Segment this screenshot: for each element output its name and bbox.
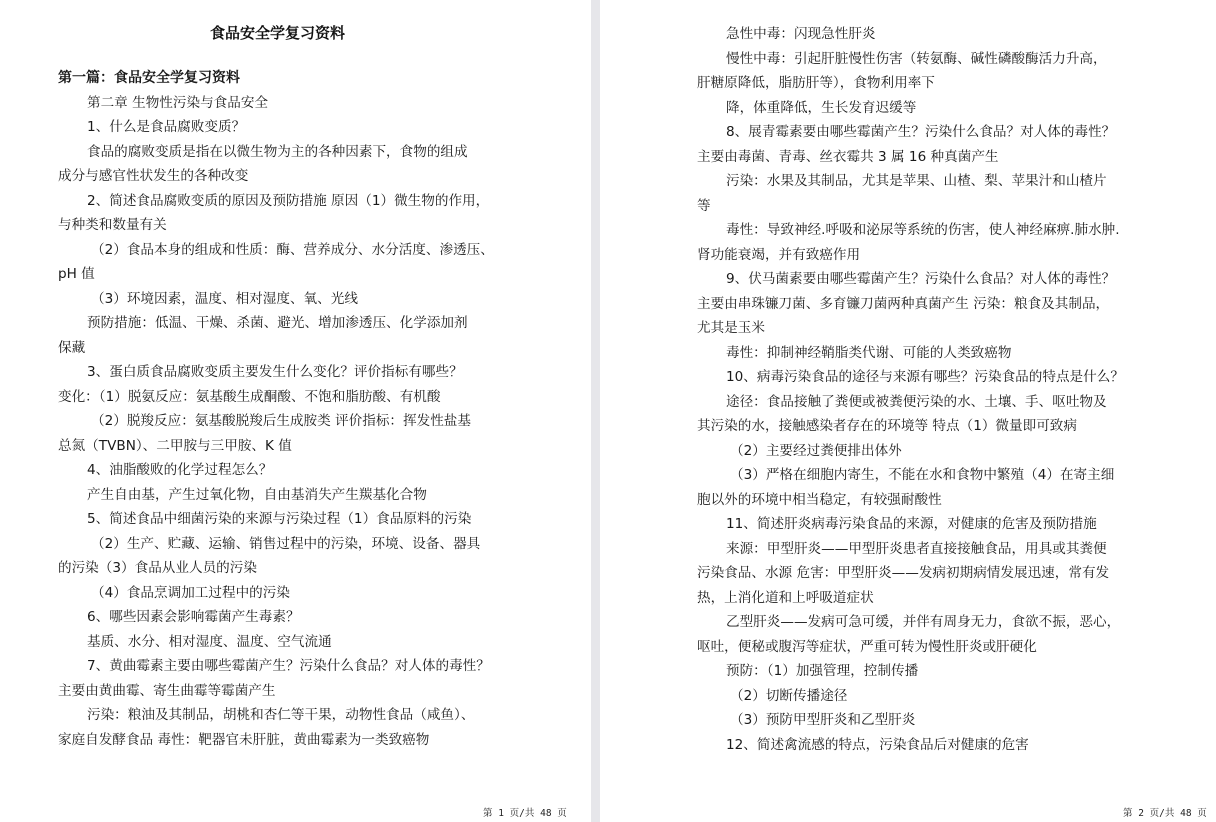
text-line: 保藏 xyxy=(58,339,86,356)
text-line: 尤其是玉米 xyxy=(697,320,765,336)
text-line: 家庭自发酵食品 毒性：靶器官未肝脏，黄曲霉素为一类致癌物 xyxy=(58,731,430,748)
text-line: （3）预防甲型肝炎和乙型肝炎 xyxy=(730,712,916,728)
text-line: 途径：食品接触了粪便或被粪便污染的水、土壤、手、呕吐物及 xyxy=(726,393,1107,410)
text-line: 毒性：导致神经.呼吸和泌尿等系统的伤害，使人神经麻痹.肺水肿. xyxy=(726,222,1120,238)
document-page-2 xyxy=(600,0,1216,822)
text-line: （2）主要经过粪便排出体外 xyxy=(730,442,902,459)
page-1-text xyxy=(58,66,578,752)
text-line: 主要由串珠镰刀菌、多育镰刀菌两种真菌产生 污染：粮食及其制品， xyxy=(697,295,1110,312)
text-line: 食品的腐败变质是指在以微生物为主的各种因素下，食物的组成 xyxy=(87,143,468,160)
document-title: 食品安全学复习资料 xyxy=(209,24,345,42)
text-line: 6、哪些因素会影响霉菌产生毒素？ xyxy=(87,609,300,625)
text-line: 8、展青霉素要由哪些霉菌产生？污染什么食品？对人体的毒性？ xyxy=(726,124,1116,140)
text-line: 慢性中毒：引起肝脏慢性伤害（转氨酶、碱性磷酸酶活力升高， xyxy=(726,50,1107,67)
page-number-footer: 第 1 页/共 48 页 xyxy=(483,808,567,819)
text-line: 肝糖原降低，脂肪肝等），食物利用率下 xyxy=(697,75,935,91)
text-line: （2）食品本身的组成和性质：酶、营养成分、水分活度、渗透压、 xyxy=(91,241,494,258)
text-line: 预防措施：低温、干燥、杀菌、避光、增加渗透压、化学添加剂 xyxy=(87,315,468,331)
text-line: （3）环境因素，温度、相对湿度、氧、光线 xyxy=(91,290,358,307)
text-line: 5、简述食品中细菌污染的来源与污染过程（1）食品原料的污染 xyxy=(87,511,472,527)
text-line: 毒性：抑制神经鞘脂类代谢、可能的人类致癌物 xyxy=(726,344,1012,361)
text-line: 总氮（TVBN）、二甲胺与三甲胺、K 值 xyxy=(58,437,292,454)
text-line: 成分与感官性状发生的各种改变 xyxy=(58,168,249,184)
text-line: （2）脱羧反应：氨基酸脱羧后生成胺类 评价指标：挥发性盐基 xyxy=(91,413,471,429)
text-line: 7、黄曲霉素主要由哪些霉菌产生？污染什么食品？对人体的毒性？ xyxy=(87,658,490,674)
text-line: 的污染（3）食品从业人员的污染 xyxy=(58,560,257,576)
text-line: 10、病毒污染食品的途径与来源有哪些？污染食品的特点是什么？ xyxy=(726,369,1124,385)
section-heading: 第一篇：食品安全学复习资料 xyxy=(58,70,240,86)
text-line: 污染食品、水源 危害：甲型肝炎——发病初期病情发展迅速，常有发 xyxy=(697,565,1110,581)
text-line: 主要由毒菌、青毒、丝衣霉共 3 属 16 种真菌产生 xyxy=(697,148,999,165)
text-line: 3、蛋白质食品腐败变质主要发生什么变化？评价指标有哪些？ xyxy=(87,364,463,380)
text-line: 急性中毒：闪现急性肝炎 xyxy=(726,26,876,42)
text-line: 主要由黄曲霉、寄生曲霉等霉菌产生 xyxy=(58,682,276,699)
document-page-1 xyxy=(0,0,591,822)
text-line: 污染：水果及其制品，尤其是苹果、山楂、梨、苹果汁和山楂片 xyxy=(726,173,1107,189)
text-line: 4、油脂酸败的化学过程怎么？ xyxy=(87,462,273,478)
text-line: 变化：（1）脱氨反应：氨基酸生成酮酸、不饱和脂肪酸、有机酸 xyxy=(58,388,441,405)
text-line: 2、简述食品腐败变质的原因及预防措施 原因（1）微生物的作用， xyxy=(87,192,490,209)
text-line: 呕吐，便秘或腹泻等症状，严重可转为慢性肝炎或肝硬化 xyxy=(697,638,1037,655)
text-line: 基质、水分、相对湿度、温度、空气流通 xyxy=(87,633,332,650)
text-line: 胞以外的环境中相当稳定，有较强耐酸性 xyxy=(697,491,942,508)
text-line: 9、伏马菌素要由哪些霉菌产生？污染什么食品？对人体的毒性？ xyxy=(726,271,1116,287)
text-line: 等 xyxy=(697,197,711,214)
text-line: pH 值 xyxy=(58,266,95,282)
text-line: （2）切断传播途径 xyxy=(730,687,848,704)
text-line: 11、简述肝炎病毒污染食品的来源，对健康的危害及预防措施 xyxy=(726,516,1097,532)
page-number-footer: 第 2 页/共 48 页 xyxy=(1123,808,1207,819)
text-line: （2）生产、贮藏、运输、销售过程中的污染，环境、设备、器具 xyxy=(91,535,481,552)
text-line: （3）严格在细胞内寄生，不能在水和食物中繁殖（4）在寄主细 xyxy=(730,467,1115,483)
text-line: 肾功能衰竭，并有致癌作用 xyxy=(697,246,861,263)
page-2-text xyxy=(697,22,1202,757)
text-line: 污染：粮油及其制品，胡桃和杏仁等干果，动物性食品（咸鱼）、 xyxy=(87,707,475,723)
text-line: 与种类和数量有关 xyxy=(58,217,167,233)
text-line: 来源：甲型肝炎——甲型肝炎患者直接接触食品，用具或其粪便 xyxy=(726,540,1107,557)
text-line: 乙型肝炎——发病可急可缓，并伴有周身无力，食欲不振，恶心， xyxy=(726,614,1121,630)
text-line: 1、什么是食品腐败变质？ xyxy=(87,119,246,135)
text-line: 预防：（1）加强管理，控制传播 xyxy=(726,663,919,679)
chapter-heading: 第二章 生物性污染与食品安全 xyxy=(87,94,269,111)
text-line: 降，体重降低，生长发育迟缓等 xyxy=(726,99,917,116)
text-line: 产生自由基，产生过氧化物，自由基消失产生羰基化合物 xyxy=(87,486,427,503)
page-gutter xyxy=(591,0,600,822)
text-line: 热，上消化道和上呼吸道症状 xyxy=(697,589,874,606)
text-line: 其污染的水，接触感染者存在的环境等 特点（1）微量即可致病 xyxy=(697,418,1077,434)
text-line: 12、简述禽流感的特点，污染食品后对健康的危害 xyxy=(726,736,1029,753)
text-line: （4）食品烹调加工过程中的污染 xyxy=(91,584,290,601)
